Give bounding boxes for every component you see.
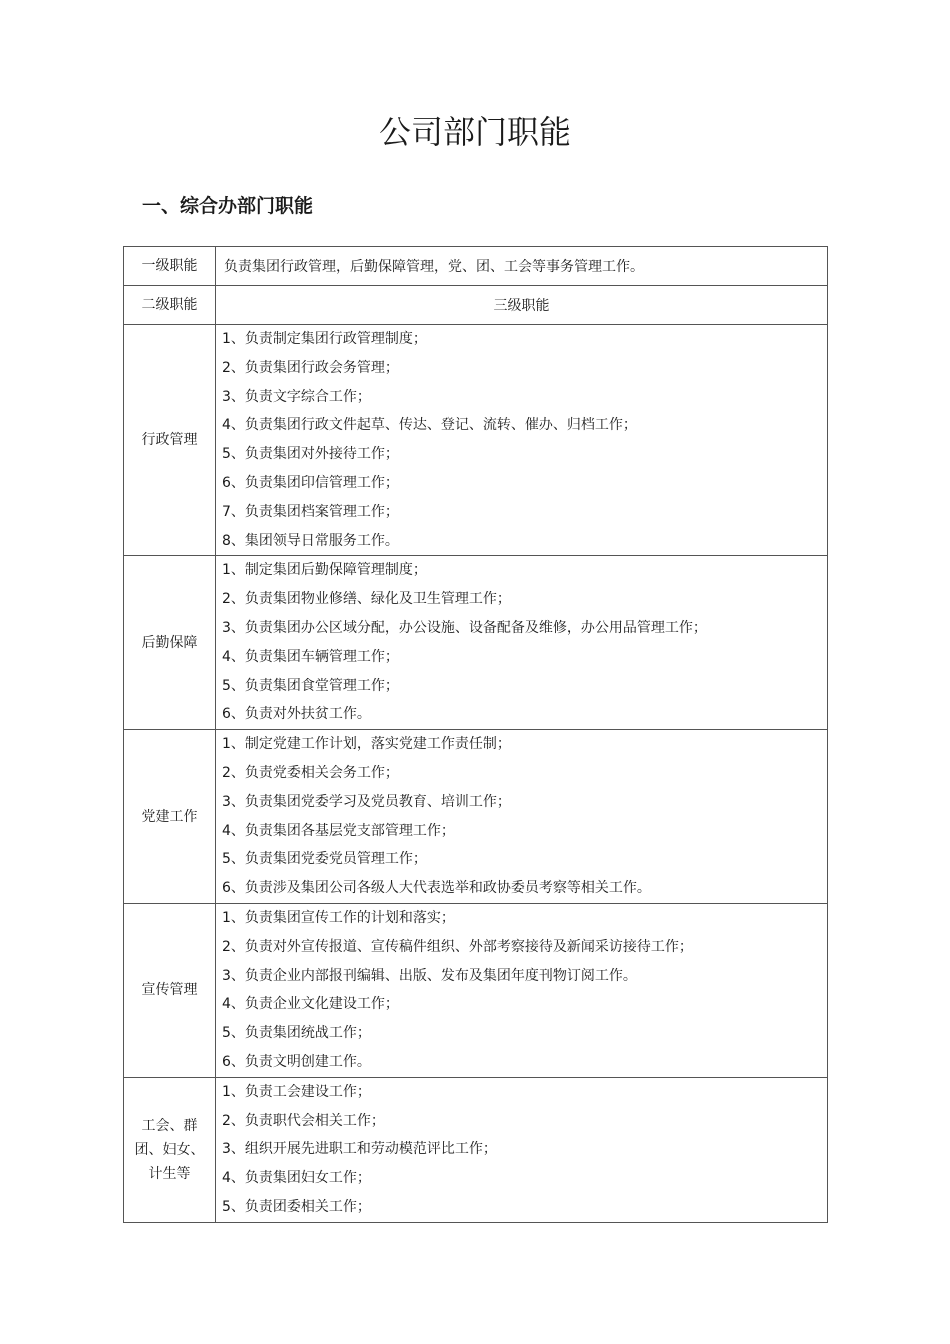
level-header-row — [124, 286, 828, 325]
group-items — [216, 556, 828, 730]
list-item: 4、负责集团妇女工作； — [222, 1170, 371, 1187]
list-item: 4、负责企业文化建设工作； — [222, 996, 399, 1013]
list-item: 2、负责对外宣传报道、宣传稿件组织、外部考察接待及新闻采访接待工作； — [222, 938, 693, 955]
list-item: 5、负责集团统战工作； — [222, 1025, 371, 1042]
list-item: 6、负责集团印信管理工作； — [222, 474, 399, 491]
list-item: 1、制定党建工作计划，落实党建工作责任制； — [222, 736, 511, 753]
group-label: 行政管理 — [124, 325, 216, 556]
group-label-cell — [124, 1077, 216, 1222]
level3-label: 三级职能 — [216, 286, 828, 325]
list-item: 6、负责文明创建工作。 — [222, 1053, 371, 1070]
group-items — [216, 1077, 828, 1222]
list-item: 3、负责集团办公区域分配，办公设施、设备配备及维修，办公用品管理工作； — [222, 619, 707, 636]
list-item: 3、负责集团党委学习及党员教育、培训工作； — [222, 793, 511, 810]
group-row-admin — [124, 325, 828, 556]
list-item: 2、负责集团行政会务管理； — [222, 359, 399, 376]
level1-row — [124, 247, 828, 286]
page-title: 公司部门职能 — [378, 113, 571, 151]
list-item: 1、负责工会建设工作； — [222, 1083, 371, 1100]
group-label: 工会、群团、妇女、计生等 — [134, 1117, 205, 1182]
level2-label: 二级职能 — [124, 286, 216, 325]
group-label: 党建工作 — [124, 730, 216, 904]
list-item: 5、负责集团对外接待工作； — [222, 446, 399, 463]
list-item: 3、负责企业内部报刊编辑、出版、发布及集团年度刊物订阅工作。 — [222, 967, 637, 984]
item-list — [216, 904, 827, 1077]
item-list — [216, 556, 827, 729]
list-item: 1、制定集团后勤保障管理制度； — [222, 562, 427, 579]
list-item: 5、负责集团党委党员管理工作； — [222, 851, 427, 868]
item-list — [216, 1078, 827, 1222]
list-item: 3、负责文字综合工作； — [222, 388, 371, 405]
group-items — [216, 903, 828, 1077]
list-item: 5、负责团委相关工作； — [222, 1198, 371, 1215]
list-item: 4、负责集团各基层党支部管理工作； — [222, 822, 455, 839]
list-item: 4、负责集团车辆管理工作； — [222, 648, 399, 665]
list-item: 6、负责对外扶贫工作。 — [222, 706, 371, 723]
group-items — [216, 325, 828, 556]
item-list — [216, 325, 827, 555]
group-row-party — [124, 730, 828, 904]
list-item: 2、负责集团物业修缮、绿化及卫生管理工作； — [222, 591, 511, 608]
item-list — [216, 730, 827, 903]
group-row-logistics — [124, 556, 828, 730]
list-item: 4、负责集团行政文件起草、传达、登记、流转、催办、归档工作； — [222, 417, 637, 434]
list-item: 1、负责制定集团行政管理制度； — [222, 331, 427, 347]
list-item: 6、负责涉及集团公司各级人大代表选举和政协委员考察等相关工作。 — [222, 880, 651, 897]
group-row-union — [124, 1077, 828, 1222]
list-item: 2、负责党委相关会务工作； — [222, 764, 399, 781]
list-item: 3、组织开展先进职工和劳动模范评比工作； — [222, 1141, 497, 1158]
list-item: 2、负责职代会相关工作； — [222, 1112, 385, 1129]
duties-table — [123, 246, 828, 1223]
group-label: 后勤保障 — [124, 556, 216, 730]
level1-label: 一级职能 — [124, 247, 216, 286]
section-heading: 一、综合办部门职能 — [142, 195, 314, 217]
list-item: 8、集团领导日常服务工作。 — [222, 532, 399, 549]
level1-text: 负责集团行政管理，后勤保障管理，党、团、工会等事务管理工作。 — [216, 247, 828, 286]
group-row-publicity — [124, 903, 828, 1077]
list-item: 5、负责集团食堂管理工作； — [222, 677, 399, 694]
group-items — [216, 730, 828, 904]
group-label: 宣传管理 — [124, 903, 216, 1077]
list-item: 7、负责集团档案管理工作； — [222, 503, 399, 520]
list-item: 1、负责集团宣传工作的计划和落实； — [222, 909, 455, 926]
